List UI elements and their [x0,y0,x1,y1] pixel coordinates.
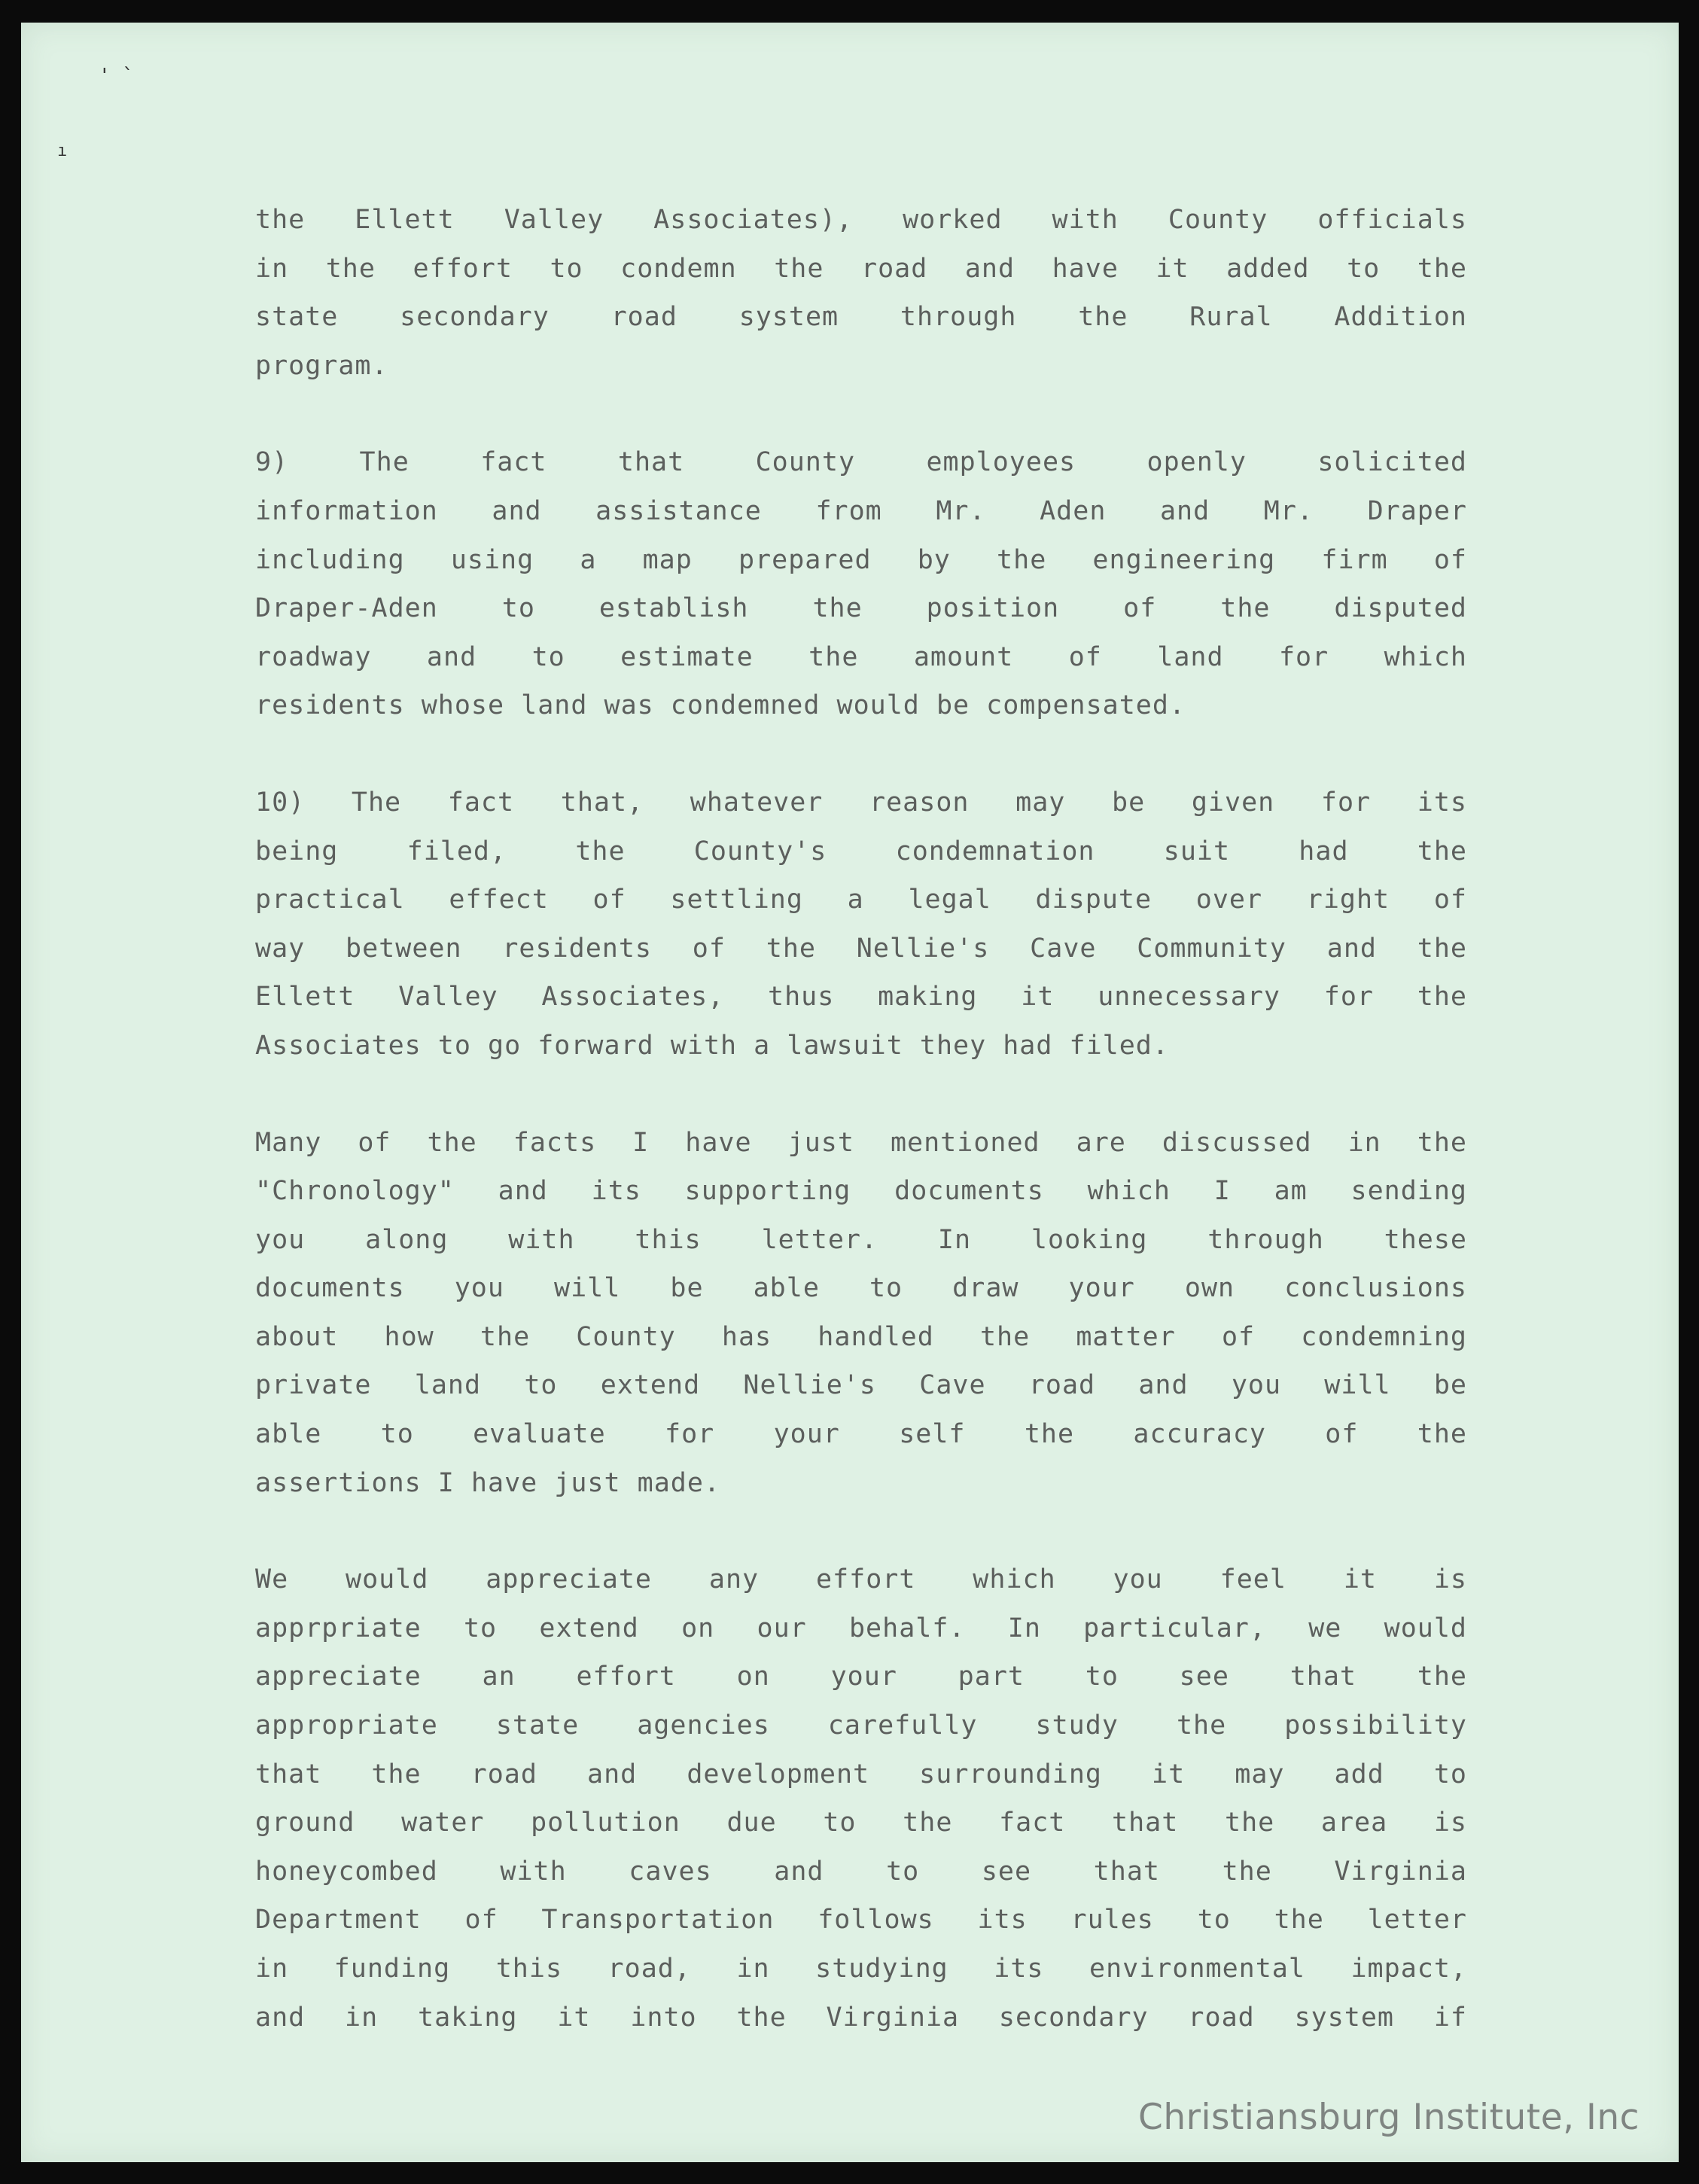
text-line: 9) The fact that County employees openly solicited [255,447,1467,478]
paragraph [255,438,1467,730]
paragraph [255,196,1467,390]
text-line: residents whose land was condemned would be compensated. [255,690,1186,721]
text-line: roadway and to estimate the amount of land for which [255,641,1467,672]
text-line: being filed, the County's condemnation suit had the [255,836,1467,867]
text-line: Associates to go forward with a lawsuit they had filed. [255,1030,1169,1061]
text-line: information and assistance from Mr. Aden and Mr. Draper [255,495,1467,526]
text-line: in funding this road, in studying its environmental impact, [255,1954,1467,1984]
text-line: private land to extend Nellie's Cave road and you will be [255,1370,1467,1401]
text-line: in the effort to condemn the road and have it added to the [255,253,1467,284]
text-line: able to evaluate for your self the accuracy of the [255,1419,1467,1450]
watermark-text: Christiansburg Institute, Inc [1138,2097,1640,2138]
text-line: documents you will be able to draw your own conclusions [255,1273,1467,1304]
side-speck-mark: ı [57,142,68,160]
text-line: Many of the facts I have just mentioned are discussed in the [255,1127,1467,1158]
text-line: Draper-Aden to establish the position of the disputed [255,593,1467,624]
text-line: that the road and development surrounding it may add to [255,1759,1467,1790]
top-speck-mark: ' ` [99,65,134,87]
document-page [21,23,1679,2162]
text-line: 10) The fact that, whatever reason may be given for its [255,787,1467,818]
text-line: you along with this letter. In looking through these [255,1224,1467,1255]
letter-body [255,196,1467,2090]
text-line: including using a map prepared by the engineering firm of [255,544,1467,575]
text-line: program. [255,350,388,381]
text-line: ground water pollution due to the fact that the area is [255,1808,1467,1838]
text-line: Department of Transportation follows its rules to the letter [255,1905,1467,1936]
text-line: appropriate state agencies carefully study the possibility [255,1710,1467,1741]
text-line: the Ellett Valley Associates), worked with County officials [255,205,1467,235]
paragraph [255,1119,1467,1508]
text-line: appreciate an effort on your part to see that the [255,1662,1467,1692]
text-line: assertions I have just made. [255,1467,721,1498]
text-line: apprpriate to extend on our behalf. In particular, we would [255,1613,1467,1643]
text-line: way between residents of the Nellie's Cave Community and the [255,933,1467,964]
text-line: state secondary road system through the Rural Addition [255,302,1467,333]
text-line: honeycombed with caves and to see that the Virginia [255,1856,1467,1887]
text-line: and in taking it into the Virginia secondary road system if [255,2002,1467,2033]
text-line: about how the County has handled the matter of condemning [255,1321,1467,1352]
text-line: Ellett Valley Associates, thus making it unnecessary for the [255,982,1467,1013]
text-line: practical effect of settling a legal dispute over right of [255,885,1467,915]
text-line: "Chronology" and its supporting documents which I am sending [255,1176,1467,1207]
paragraph [255,1555,1467,2042]
text-line: We would appreciate any effort which you feel it is [255,1564,1467,1595]
paragraph [255,778,1467,1071]
